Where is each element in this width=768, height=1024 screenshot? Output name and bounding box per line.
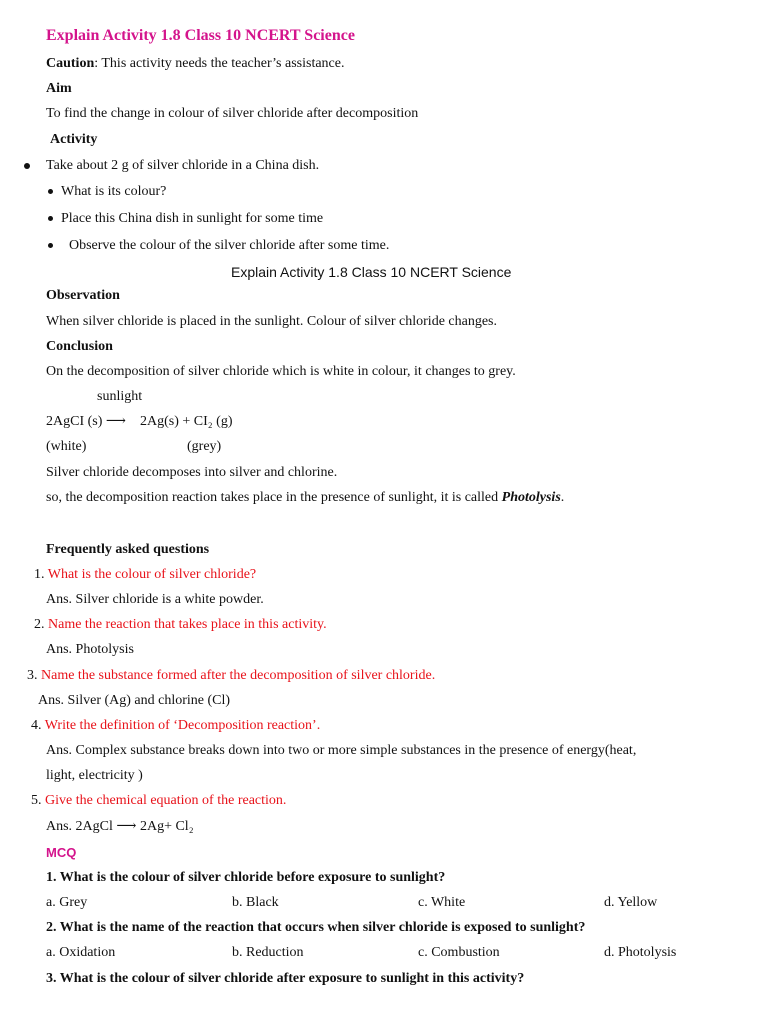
observation-text: When silver chloride is placed in the sunlight. Colour of silver chloride changes. bbox=[46, 314, 497, 329]
mcq-question-1: 1. What is the colour of silver chloride before exposure to sunlight? bbox=[46, 870, 446, 885]
mcq-1-option-a: a. Grey bbox=[46, 895, 88, 910]
faq-answer-4-cont: light, electricity ) bbox=[46, 768, 143, 783]
conclusion-text: On the decomposition of silver chloride which is white in colour, it changes to grey. bbox=[46, 364, 516, 379]
bullet-icon bbox=[24, 163, 30, 169]
mcq-2-option-b: b. Reduction bbox=[232, 945, 304, 960]
mcq-question-2: 2. What is the name of the reaction that occurs when silver chloride is exposed to sunlight? bbox=[46, 920, 586, 935]
faq-answer-4: Ans. Complex substance breaks down into two or more simple substances in the presence of energy(heat, bbox=[46, 743, 637, 758]
conclusion-heading: Conclusion bbox=[46, 339, 113, 354]
faq-answer-2: Ans. Photolysis bbox=[46, 642, 134, 657]
mcq-1-option-d: d. Yellow bbox=[604, 895, 658, 910]
conclusion-line2: Silver chloride decomposes into silver and chlorine. bbox=[46, 465, 338, 480]
mcq-1-option-c: c. White bbox=[418, 895, 466, 910]
activity-heading: Activity bbox=[50, 132, 98, 147]
faq-question-4: 4. Write the definition of ‘Decomposition reaction’. bbox=[31, 718, 321, 733]
activity-step-4: Observe the colour of the silver chloride after some time. bbox=[48, 237, 53, 255]
faq-question-2: 2. Name the reaction that takes place in this activity. bbox=[34, 617, 327, 632]
photolysis-term: Photolysis bbox=[501, 490, 561, 505]
faq-question-1: 1. What is the colour of silver chloride? bbox=[34, 567, 257, 582]
caution-label: Caution bbox=[46, 56, 95, 71]
bullet-icon bbox=[48, 216, 53, 221]
mcq-2-option-d: d. Photolysis bbox=[604, 945, 677, 960]
mcq-question-3: 3. What is the colour of silver chloride after exposure to sunlight in this activity? bbox=[46, 971, 525, 986]
chemical-equation-left: 2AgCI (s) ⟶ bbox=[46, 414, 126, 429]
label-grey: (grey) bbox=[187, 439, 222, 454]
reaction-condition: sunlight bbox=[97, 389, 143, 404]
page-title: Explain Activity 1.8 Class 10 NCERT Science bbox=[46, 27, 355, 44]
mcq-heading: MCQ bbox=[46, 845, 77, 860]
faq-answer-5: Ans. 2AgCl ⟶ 2Ag+ Cl₂ bbox=[46, 819, 194, 834]
faq-answer-1: Ans. Silver chloride is a white powder. bbox=[46, 592, 264, 607]
faq-question-5: 5. Give the chemical equation of the reaction. bbox=[31, 793, 287, 808]
aim-heading: Aim bbox=[46, 81, 72, 96]
faq-heading: Frequently asked questions bbox=[46, 542, 210, 557]
label-white: (white) bbox=[46, 439, 87, 454]
activity-step-3: Place this China dish in sunlight for some time bbox=[48, 210, 53, 228]
bullet-icon bbox=[48, 243, 53, 248]
faq-question-3: 3. Name the substance formed after the decomposition of silver chloride. bbox=[27, 668, 436, 683]
observation-heading: Observation bbox=[46, 288, 120, 303]
mcq-2-option-a: a. Oxidation bbox=[46, 945, 116, 960]
mcq-2-option-c: c. Combustion bbox=[418, 945, 500, 960]
mcq-1-option-b: b. Black bbox=[232, 895, 279, 910]
faq-answer-3: Ans. Silver (Ag) and chlorine (Cl) bbox=[38, 693, 231, 708]
bullet-icon bbox=[48, 189, 53, 194]
caution-text: : This activity needs the teacher’s assistance. bbox=[94, 56, 345, 71]
aim-text: To find the change in colour of silver chloride after decomposition bbox=[46, 106, 419, 121]
repeated-title: Explain Activity 1.8 Class 10 NCERT Science bbox=[231, 264, 512, 280]
activity-step-1: Take about 2 g of silver chloride in a China dish. bbox=[24, 157, 30, 175]
conclusion-line3: so, the decomposition reaction takes place in the presence of sunlight, it is called Photolysis. bbox=[46, 490, 565, 505]
caution-line bbox=[46, 55, 344, 73]
chemical-equation-right: 2Ag(s) + CI₂ (g) bbox=[140, 414, 233, 429]
activity-step-2: What is its colour? bbox=[48, 183, 53, 201]
